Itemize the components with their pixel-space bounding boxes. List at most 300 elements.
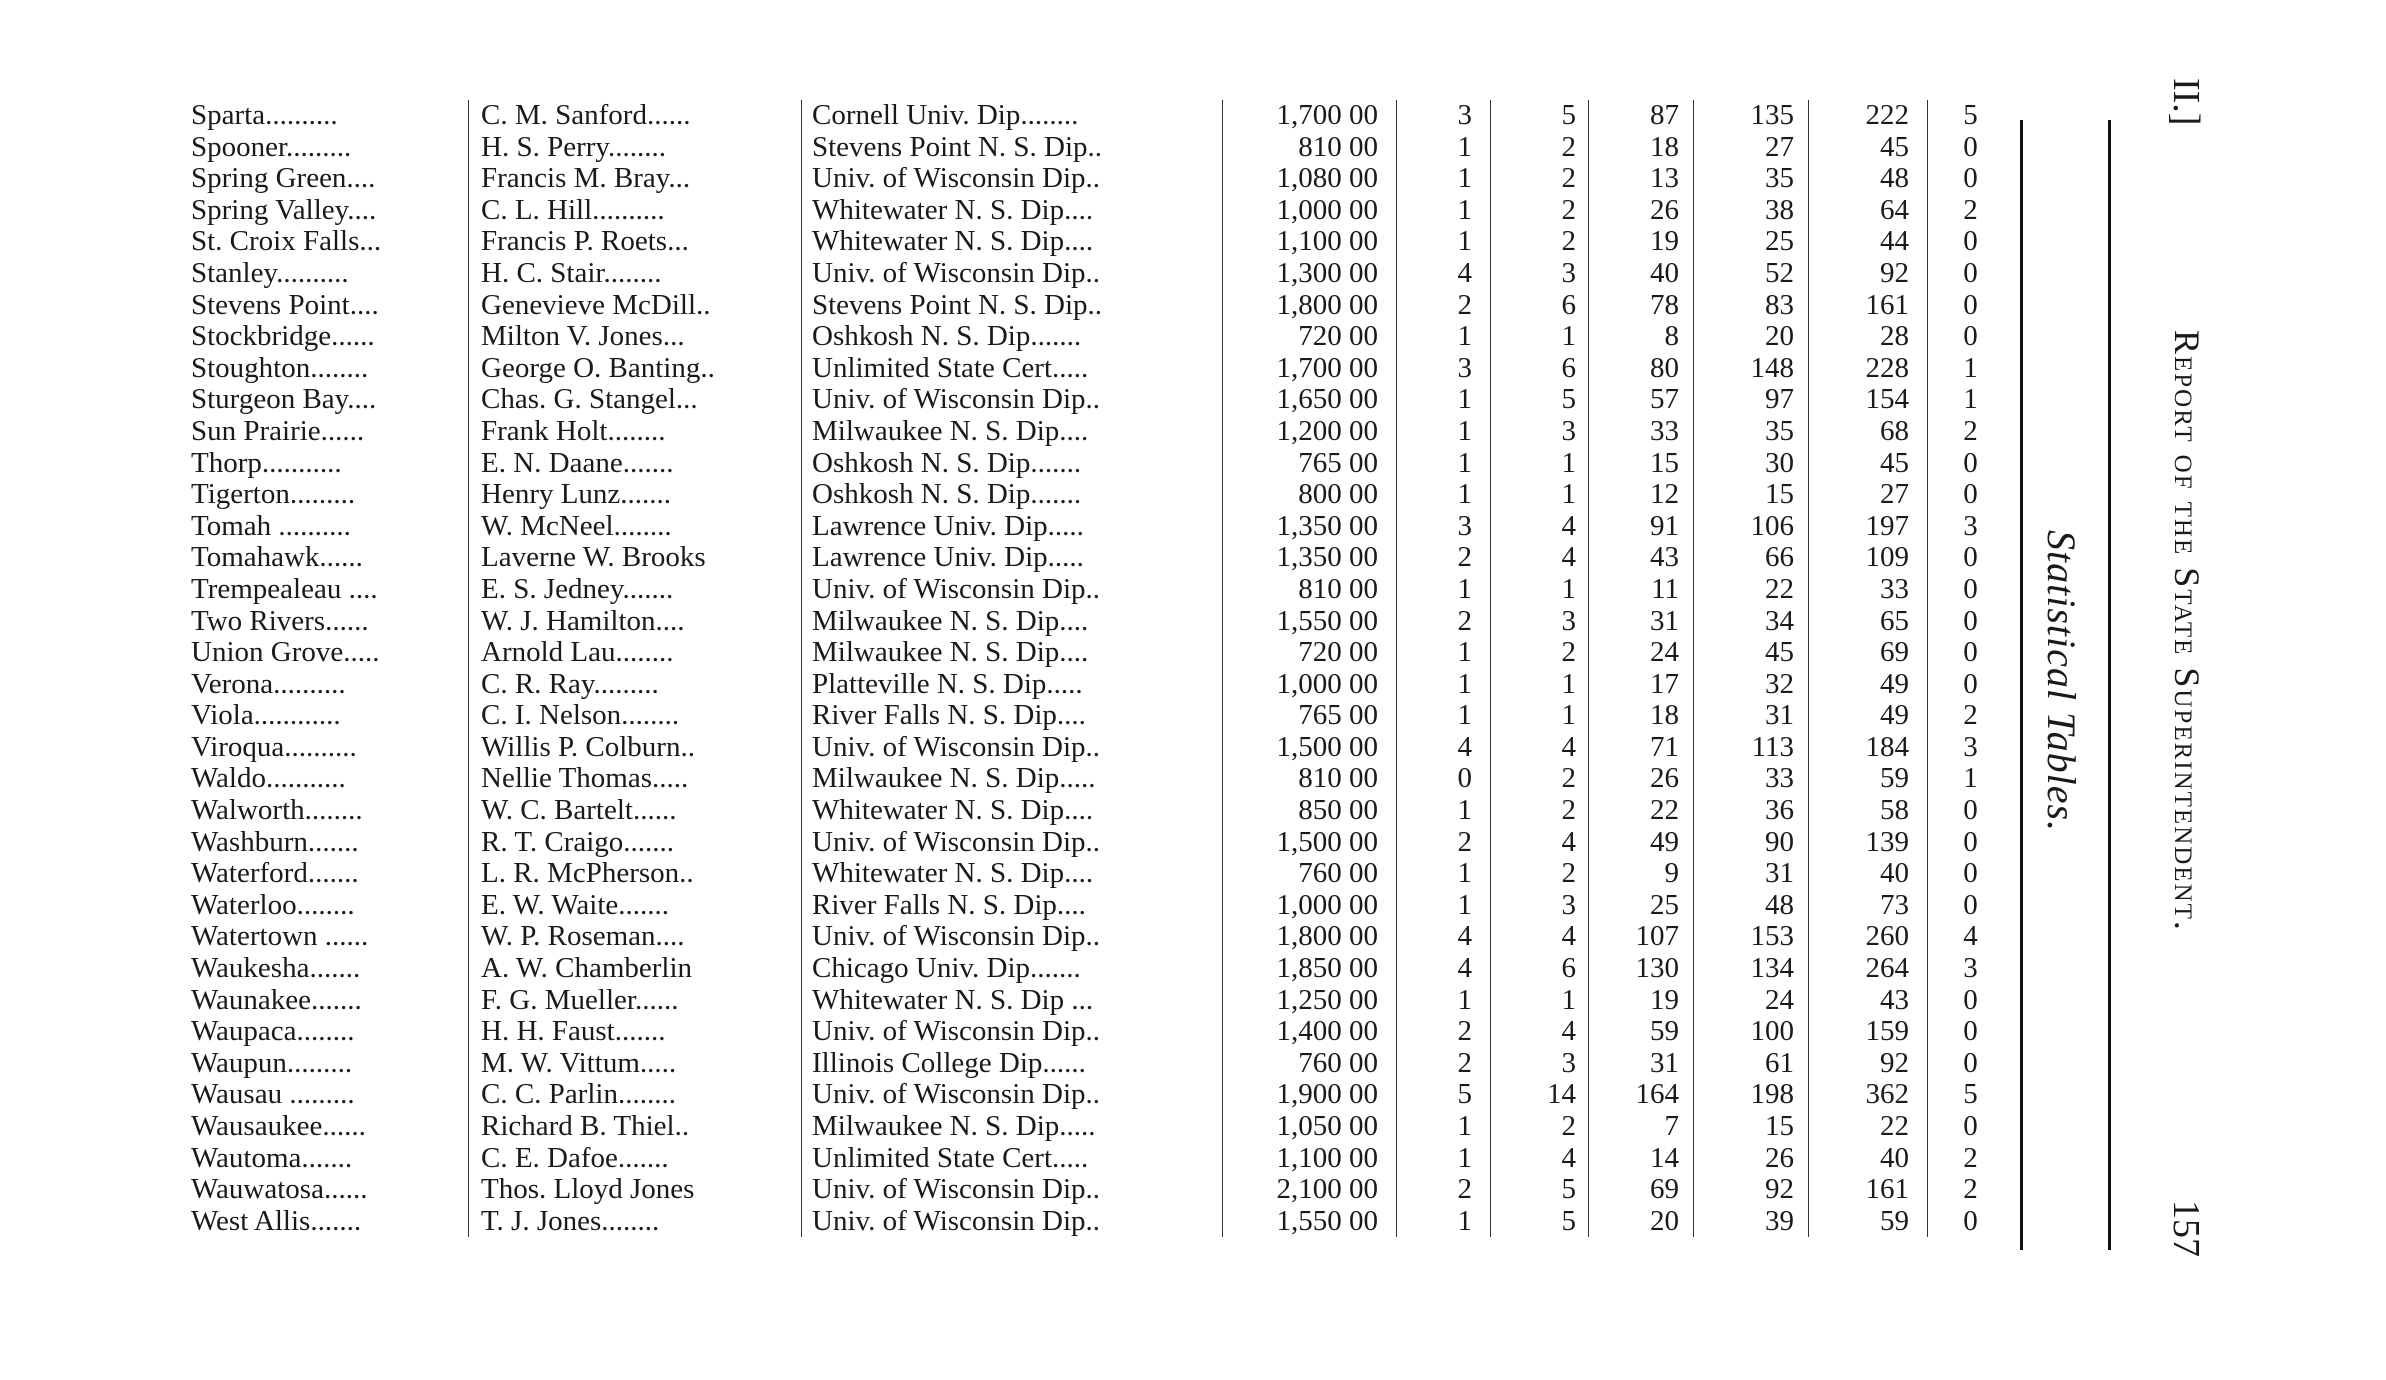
count-cell-2: 1 (1491, 479, 1589, 511)
principal-name-cell: Milton V. Jones... (469, 321, 802, 353)
count-cell-5: 64 (1809, 195, 1928, 227)
table-row (185, 384, 2013, 416)
principal-name-cell: R. T. Craigo....... (469, 827, 802, 859)
count-cell-3: 26 (1589, 195, 1694, 227)
salary-cell: 1,080 00 (1223, 163, 1397, 195)
part-reference: II.] (2165, 78, 2207, 126)
principal-name-cell: C. M. Sanford...... (469, 100, 802, 132)
principal-name-cell: H. H. Faust....... (469, 1016, 802, 1048)
count-cell-2: 4 (1491, 511, 1589, 543)
table-row (185, 732, 2013, 764)
count-cell-4: 83 (1694, 290, 1809, 322)
qualification-cell: Platteville N. S. Dip..... (802, 669, 1223, 701)
principal-name-cell: L. R. McPherson.. (469, 858, 802, 890)
count-cell-6: 0 (1928, 637, 2014, 669)
count-cell-6: 5 (1928, 100, 2014, 132)
count-cell-5: 68 (1809, 416, 1928, 448)
count-cell-5: 65 (1809, 606, 1928, 638)
count-cell-2: 2 (1491, 795, 1589, 827)
page-number: 157 (2165, 1200, 2207, 1257)
town-cell: Waupaca........ (191, 1016, 355, 1048)
count-cell-6: 2 (1928, 1143, 2014, 1175)
table-row (185, 132, 2013, 164)
principal-name-cell: C. I. Nelson........ (469, 700, 802, 732)
count-cell-3: 24 (1589, 637, 1694, 669)
count-cell-2: 6 (1491, 290, 1589, 322)
count-cell-1: 1 (1397, 669, 1491, 701)
count-cell-1: 2 (1397, 1016, 1491, 1048)
count-cell-1: 2 (1397, 827, 1491, 859)
count-cell-5: 109 (1809, 542, 1928, 574)
principal-name-cell: Henry Lunz....... (469, 479, 802, 511)
count-cell-4: 34 (1694, 606, 1809, 638)
table-row (185, 890, 2013, 922)
salary-cell: 1,000 00 (1223, 195, 1397, 227)
town-cell: Viroqua.......... (191, 731, 357, 763)
count-cell-2: 3 (1491, 258, 1589, 290)
principal-name-cell: E. W. Waite....... (469, 890, 802, 922)
count-cell-6: 0 (1928, 606, 2014, 638)
count-cell-2: 3 (1491, 1048, 1589, 1080)
count-cell-1: 4 (1397, 258, 1491, 290)
count-cell-1: 2 (1397, 542, 1491, 574)
count-cell-1: 1 (1397, 479, 1491, 511)
count-cell-4: 134 (1694, 953, 1809, 985)
count-cell-2: 2 (1491, 1111, 1589, 1143)
salary-cell: 1,000 00 (1223, 890, 1397, 922)
count-cell-5: 49 (1809, 669, 1928, 701)
qualification-cell: Whitewater N. S. Dip.... (802, 226, 1223, 258)
table-row (185, 985, 2013, 1017)
count-cell-1: 2 (1397, 1174, 1491, 1206)
count-cell-2: 5 (1491, 384, 1589, 416)
qualification-cell: Lawrence Univ. Dip..... (802, 511, 1223, 543)
count-cell-2: 6 (1491, 353, 1589, 385)
count-cell-6: 0 (1928, 1111, 2014, 1143)
salary-cell: 720 00 (1223, 321, 1397, 353)
count-cell-5: 49 (1809, 700, 1928, 732)
count-cell-4: 20 (1694, 321, 1809, 353)
town-cell: Sturgeon Bay.... (191, 384, 377, 416)
count-cell-2: 2 (1491, 132, 1589, 164)
count-cell-1: 1 (1397, 890, 1491, 922)
town-cell: Two Rivers...... (191, 605, 369, 637)
table-row (185, 921, 2013, 953)
town-cell: Union Grove..... (191, 637, 380, 669)
qualification-cell: Whitewater N. S. Dip ... (802, 985, 1223, 1017)
count-cell-2: 3 (1491, 416, 1589, 448)
salary-cell: 1,350 00 (1223, 542, 1397, 574)
salary-cell: 1,100 00 (1223, 226, 1397, 258)
count-cell-4: 113 (1694, 732, 1809, 764)
table-row (185, 1174, 2013, 1206)
count-cell-5: 139 (1809, 827, 1928, 859)
principal-name-cell: M. W. Vittum..... (469, 1048, 802, 1080)
count-cell-6: 1 (1928, 384, 2014, 416)
principal-name-cell: E. N. Daane....... (469, 448, 802, 480)
count-cell-3: 11 (1589, 574, 1694, 606)
qualification-cell: Whitewater N. S. Dip.... (802, 195, 1223, 227)
principal-name-cell: C. L. Hill.......... (469, 195, 802, 227)
count-cell-6: 0 (1928, 163, 2014, 195)
count-cell-6: 0 (1928, 132, 2014, 164)
salary-cell: 2,100 00 (1223, 1174, 1397, 1206)
count-cell-2: 1 (1491, 448, 1589, 480)
count-cell-4: 97 (1694, 384, 1809, 416)
salary-cell: 1,200 00 (1223, 416, 1397, 448)
qualification-cell: Univ. of Wisconsin Dip.. (802, 1174, 1223, 1206)
count-cell-1: 1 (1397, 1111, 1491, 1143)
count-cell-3: 19 (1589, 226, 1694, 258)
count-cell-5: 92 (1809, 258, 1928, 290)
count-cell-6: 3 (1928, 511, 2014, 543)
town-cell: Wautoma....... (191, 1142, 353, 1174)
count-cell-1: 0 (1397, 763, 1491, 795)
count-cell-6: 0 (1928, 479, 2014, 511)
count-cell-3: 40 (1589, 258, 1694, 290)
town-cell: Waunakee....... (191, 984, 362, 1016)
principal-name-cell: W. P. Roseman.... (469, 921, 802, 953)
qualification-cell: Oshkosh N. S. Dip....... (802, 448, 1223, 480)
count-cell-1: 2 (1397, 290, 1491, 322)
count-cell-3: 57 (1589, 384, 1694, 416)
count-cell-2: 2 (1491, 637, 1589, 669)
salary-cell: 765 00 (1223, 448, 1397, 480)
count-cell-2: 4 (1491, 732, 1589, 764)
table-row (185, 953, 2013, 985)
town-cell: Thorp........... (191, 447, 342, 479)
principal-name-cell: C. C. Parlin........ (469, 1079, 802, 1111)
qualification-cell: Univ. of Wisconsin Dip.. (802, 163, 1223, 195)
count-cell-4: 24 (1694, 985, 1809, 1017)
count-cell-5: 228 (1809, 353, 1928, 385)
count-cell-6: 0 (1928, 827, 2014, 859)
count-cell-6: 3 (1928, 953, 2014, 985)
principal-name-cell: Richard B. Thiel.. (469, 1111, 802, 1143)
qualification-cell: River Falls N. S. Dip.... (802, 700, 1223, 732)
count-cell-2: 5 (1491, 1174, 1589, 1206)
count-cell-6: 2 (1928, 195, 2014, 227)
count-cell-3: 20 (1589, 1206, 1694, 1238)
salary-cell: 1,650 00 (1223, 384, 1397, 416)
count-cell-2: 2 (1491, 858, 1589, 890)
salary-cell: 1,100 00 (1223, 1143, 1397, 1175)
count-cell-5: 69 (1809, 637, 1928, 669)
count-cell-4: 35 (1694, 163, 1809, 195)
count-cell-5: 43 (1809, 985, 1928, 1017)
qualification-cell: Milwaukee N. S. Dip.... (802, 637, 1223, 669)
town-cell: Tomah .......... (191, 510, 351, 542)
principal-name-cell: W. McNeel........ (469, 511, 802, 543)
town-cell: Waupun......... (191, 1047, 353, 1079)
table-row (185, 290, 2013, 322)
table-row (185, 353, 2013, 385)
count-cell-5: 222 (1809, 100, 1928, 132)
count-cell-4: 48 (1694, 890, 1809, 922)
count-cell-3: 69 (1589, 1174, 1694, 1206)
town-cell: Spring Valley.... (191, 194, 377, 226)
count-cell-2: 5 (1491, 1206, 1589, 1238)
table-row (185, 511, 2013, 543)
town-cell: Tigerton......... (191, 479, 356, 511)
count-cell-6: 0 (1928, 321, 2014, 353)
count-cell-6: 0 (1928, 795, 2014, 827)
salary-cell: 1,700 00 (1223, 100, 1397, 132)
count-cell-5: 184 (1809, 732, 1928, 764)
table-row (185, 1206, 2013, 1238)
qualification-cell: Whitewater N. S. Dip.... (802, 795, 1223, 827)
count-cell-1: 1 (1397, 1143, 1491, 1175)
count-cell-5: 260 (1809, 921, 1928, 953)
qualification-cell: River Falls N. S. Dip.... (802, 890, 1223, 922)
town-cell: Waterford....... (191, 858, 359, 890)
count-cell-3: 31 (1589, 606, 1694, 638)
count-cell-6: 0 (1928, 1016, 2014, 1048)
principal-name-cell: C. R. Ray......... (469, 669, 802, 701)
qualification-cell: Milwaukee N. S. Dip..... (802, 1111, 1223, 1143)
count-cell-6: 0 (1928, 290, 2014, 322)
count-cell-3: 107 (1589, 921, 1694, 953)
salary-cell: 850 00 (1223, 795, 1397, 827)
count-cell-5: 45 (1809, 132, 1928, 164)
count-cell-2: 1 (1491, 985, 1589, 1017)
table-row (185, 700, 2013, 732)
qualification-cell: Illinois College Dip...... (802, 1048, 1223, 1080)
count-cell-4: 106 (1694, 511, 1809, 543)
count-cell-1: 2 (1397, 1048, 1491, 1080)
count-cell-6: 5 (1928, 1079, 2014, 1111)
table-row (185, 1048, 2013, 1080)
table-row (185, 795, 2013, 827)
town-cell: Stockbridge...... (191, 321, 375, 353)
count-cell-5: 45 (1809, 448, 1928, 480)
salary-cell: 1,800 00 (1223, 290, 1397, 322)
count-cell-2: 4 (1491, 827, 1589, 859)
qualification-cell: Chicago Univ. Dip....... (802, 953, 1223, 985)
count-cell-6: 3 (1928, 732, 2014, 764)
count-cell-3: 15 (1589, 448, 1694, 480)
count-cell-5: 27 (1809, 479, 1928, 511)
count-cell-6: 0 (1928, 669, 2014, 701)
salary-cell: 810 00 (1223, 763, 1397, 795)
salary-cell: 1,500 00 (1223, 827, 1397, 859)
count-cell-5: 40 (1809, 858, 1928, 890)
count-cell-3: 130 (1589, 953, 1694, 985)
table-row (185, 1143, 2013, 1175)
qualification-cell: Stevens Point N. S. Dip.. (802, 132, 1223, 164)
table-row (185, 163, 2013, 195)
salary-cell: 1,800 00 (1223, 921, 1397, 953)
town-cell: Tomahawk...... (191, 542, 363, 574)
salary-cell: 810 00 (1223, 132, 1397, 164)
count-cell-6: 4 (1928, 921, 2014, 953)
count-cell-6: 0 (1928, 1048, 2014, 1080)
principal-name-cell: Willis P. Colburn.. (469, 732, 802, 764)
count-cell-3: 80 (1589, 353, 1694, 385)
count-cell-6: 1 (1928, 763, 2014, 795)
principal-name-cell: Laverne W. Brooks (469, 542, 802, 574)
count-cell-1: 1 (1397, 574, 1491, 606)
count-cell-1: 1 (1397, 448, 1491, 480)
count-cell-1: 1 (1397, 384, 1491, 416)
count-cell-5: 48 (1809, 163, 1928, 195)
count-cell-5: 161 (1809, 1174, 1928, 1206)
qualification-cell: Cornell Univ. Dip........ (802, 100, 1223, 132)
town-cell: Wausau ......... (191, 1079, 355, 1111)
count-cell-2: 4 (1491, 921, 1589, 953)
salary-cell: 1,900 00 (1223, 1079, 1397, 1111)
count-cell-3: 17 (1589, 669, 1694, 701)
salary-cell: 1,550 00 (1223, 606, 1397, 638)
principal-name-cell: Francis M. Bray... (469, 163, 802, 195)
town-cell: Wausaukee...... (191, 1111, 366, 1142)
table-caption: Statistical Tables. (2039, 530, 2084, 833)
count-cell-2: 2 (1491, 163, 1589, 195)
town-cell: Watertown ...... (191, 921, 369, 953)
principal-name-cell: Thos. Lloyd Jones (469, 1174, 802, 1206)
qualification-cell: Milwaukee N. S. Dip.... (802, 416, 1223, 448)
count-cell-1: 2 (1397, 606, 1491, 638)
table-row (185, 542, 2013, 574)
count-cell-3: 26 (1589, 763, 1694, 795)
principal-name-cell: E. S. Jedney....... (469, 574, 802, 606)
salary-cell: 765 00 (1223, 700, 1397, 732)
count-cell-4: 33 (1694, 763, 1809, 795)
table-row (185, 574, 2013, 606)
salary-cell: 1,050 00 (1223, 1111, 1397, 1143)
count-cell-4: 148 (1694, 353, 1809, 385)
count-cell-3: 33 (1589, 416, 1694, 448)
town-cell: Spooner......... (191, 131, 352, 163)
qualification-cell: Univ. of Wisconsin Dip.. (802, 258, 1223, 290)
salary-cell: 1,700 00 (1223, 353, 1397, 385)
principal-name-cell: Arnold Lau........ (469, 637, 802, 669)
count-cell-6: 2 (1928, 1174, 2014, 1206)
qualification-cell: Univ. of Wisconsin Dip.. (802, 732, 1223, 764)
count-cell-1: 3 (1397, 353, 1491, 385)
table-row (185, 669, 2013, 701)
principal-name-cell: Nellie Thomas..... (469, 763, 802, 795)
count-cell-5: 22 (1809, 1111, 1928, 1143)
town-cell: Washburn....... (191, 826, 359, 858)
count-cell-4: 38 (1694, 195, 1809, 227)
vertical-rule-left (2020, 120, 2023, 1250)
principal-name-cell: A. W. Chamberlin (469, 953, 802, 985)
count-cell-4: 45 (1694, 637, 1809, 669)
principal-name-cell: Chas. G. Stangel... (469, 384, 802, 416)
count-cell-5: 59 (1809, 1206, 1928, 1238)
count-cell-3: 49 (1589, 827, 1694, 859)
count-cell-1: 1 (1397, 1206, 1491, 1238)
table-row (185, 858, 2013, 890)
count-cell-3: 14 (1589, 1143, 1694, 1175)
town-cell: Sparta.......... (191, 100, 338, 131)
count-cell-4: 26 (1694, 1143, 1809, 1175)
town-cell: Sun Prairie...... (191, 415, 365, 447)
principal-name-cell: H. C. Stair........ (469, 258, 802, 290)
qualification-cell: Univ. of Wisconsin Dip.. (802, 1016, 1223, 1048)
qualification-cell: Univ. of Wisconsin Dip.. (802, 827, 1223, 859)
count-cell-2: 4 (1491, 542, 1589, 574)
qualification-cell: Oshkosh N. S. Dip....... (802, 479, 1223, 511)
town-cell: Trempealeau .... (191, 573, 378, 605)
count-cell-3: 13 (1589, 163, 1694, 195)
table-row (185, 416, 2013, 448)
count-cell-2: 1 (1491, 574, 1589, 606)
count-cell-4: 32 (1694, 669, 1809, 701)
count-cell-1: 3 (1397, 100, 1491, 132)
count-cell-2: 4 (1491, 1143, 1589, 1175)
count-cell-4: 198 (1694, 1079, 1809, 1111)
count-cell-3: 59 (1589, 1016, 1694, 1048)
qualification-cell: Univ. of Wisconsin Dip.. (802, 384, 1223, 416)
salary-cell: 720 00 (1223, 637, 1397, 669)
count-cell-2: 4 (1491, 1016, 1589, 1048)
count-cell-2: 5 (1491, 100, 1589, 132)
town-cell: Walworth........ (191, 795, 363, 827)
count-cell-4: 31 (1694, 700, 1809, 732)
principal-name-cell: C. E. Dafoe....... (469, 1143, 802, 1175)
count-cell-3: 9 (1589, 858, 1694, 890)
count-cell-5: 154 (1809, 384, 1928, 416)
count-cell-6: 2 (1928, 416, 2014, 448)
count-cell-4: 90 (1694, 827, 1809, 859)
salary-cell: 1,350 00 (1223, 511, 1397, 543)
count-cell-5: 159 (1809, 1016, 1928, 1048)
count-cell-1: 4 (1397, 732, 1491, 764)
salary-cell: 1,500 00 (1223, 732, 1397, 764)
table-row (185, 479, 2013, 511)
qualification-cell: Univ. of Wisconsin Dip.. (802, 574, 1223, 606)
count-cell-3: 78 (1589, 290, 1694, 322)
count-cell-6: 1 (1928, 353, 2014, 385)
table-row (185, 258, 2013, 290)
principal-name-cell: T. J. Jones........ (469, 1206, 802, 1238)
table-row (185, 637, 2013, 669)
town-cell: Waukesha....... (191, 953, 361, 985)
count-cell-3: 7 (1589, 1111, 1694, 1143)
table-row (185, 1111, 2013, 1143)
town-cell: Stoughton........ (191, 352, 369, 384)
statistics-table (185, 100, 2013, 1237)
count-cell-2: 3 (1491, 890, 1589, 922)
count-cell-1: 1 (1397, 321, 1491, 353)
count-cell-3: 18 (1589, 700, 1694, 732)
salary-cell: 760 00 (1223, 858, 1397, 890)
town-cell: Wauwatosa...... (191, 1174, 368, 1206)
count-cell-5: 28 (1809, 321, 1928, 353)
qualification-cell: Lawrence Univ. Dip..... (802, 542, 1223, 574)
count-cell-4: 15 (1694, 1111, 1809, 1143)
count-cell-4: 27 (1694, 132, 1809, 164)
count-cell-5: 44 (1809, 226, 1928, 258)
count-cell-4: 66 (1694, 542, 1809, 574)
count-cell-4: 100 (1694, 1016, 1809, 1048)
salary-cell: 1,300 00 (1223, 258, 1397, 290)
count-cell-1: 1 (1397, 226, 1491, 258)
vertical-rule-right (2108, 120, 2111, 1250)
count-cell-2: 6 (1491, 953, 1589, 985)
count-cell-1: 1 (1397, 985, 1491, 1017)
count-cell-6: 0 (1928, 448, 2014, 480)
count-cell-4: 61 (1694, 1048, 1809, 1080)
count-cell-3: 71 (1589, 732, 1694, 764)
qualification-cell: Milwaukee N. S. Dip.... (802, 606, 1223, 638)
table-row (185, 226, 2013, 258)
count-cell-6: 0 (1928, 226, 2014, 258)
count-cell-5: 362 (1809, 1079, 1928, 1111)
count-cell-5: 264 (1809, 953, 1928, 985)
